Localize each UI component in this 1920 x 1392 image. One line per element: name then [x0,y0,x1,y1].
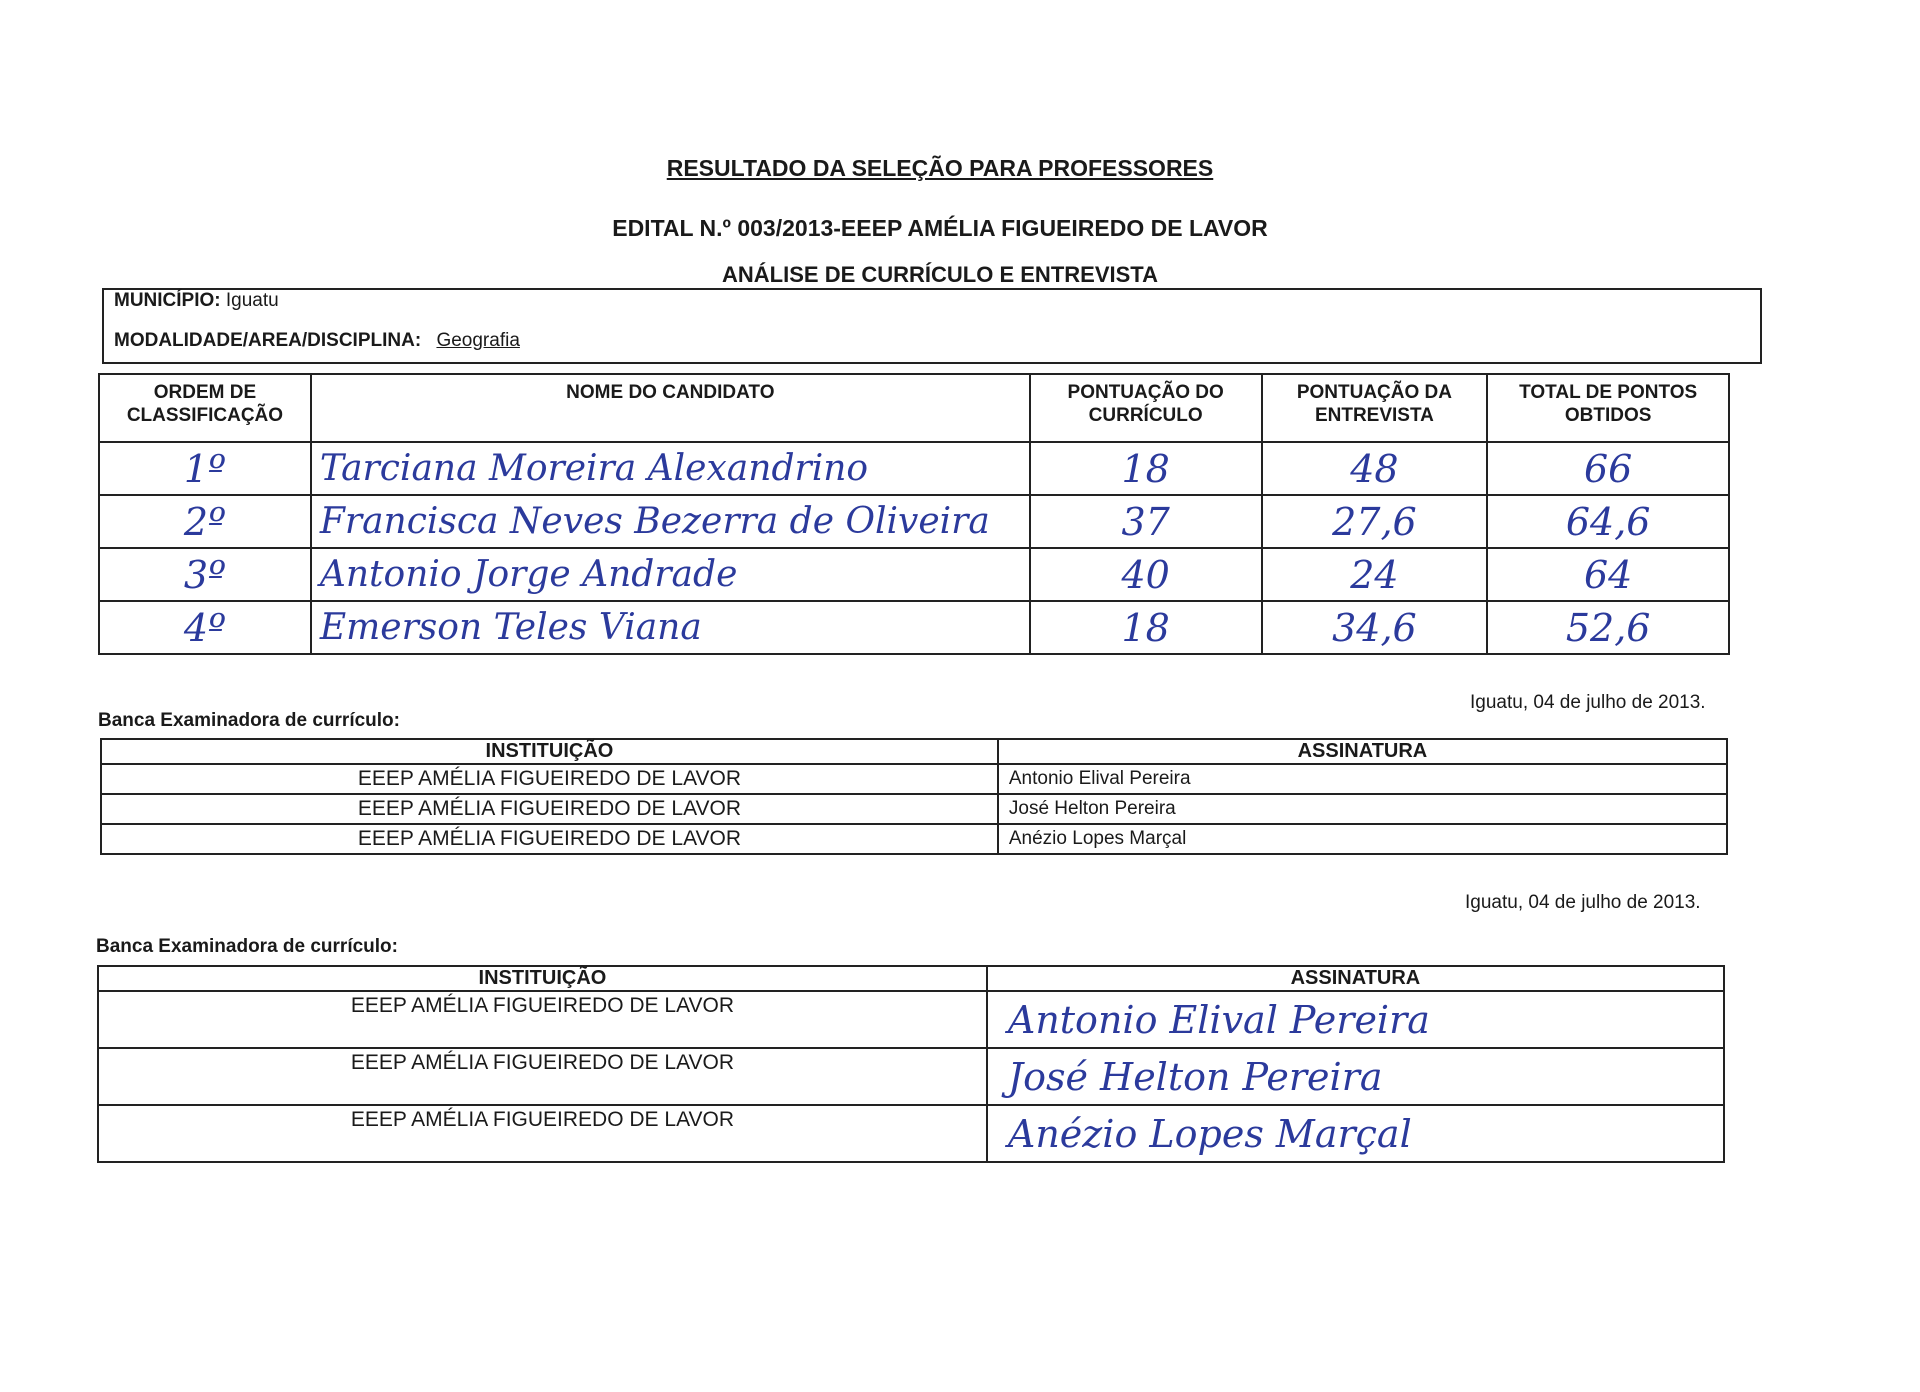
instituicao-cell: EEEP AMÉLIA FIGUEIREDO DE LAVOR [98,991,987,1048]
info-box [102,288,1762,364]
document-title: RESULTADO DA SELEÇÃO PARA PROFESSORES [666,155,1214,181]
instituicao-cell: EEEP AMÉLIA FIGUEIREDO DE LAVOR [101,824,998,854]
col-instituicao: INSTITUIÇÃO [98,966,987,991]
municipio-row [114,290,279,312]
table-row [99,442,1729,495]
banca-label-2: Banca Examinadora de currículo: [96,936,398,957]
table-row [99,601,1729,654]
table-row [101,764,1727,794]
assinatura-cell: José Helton Pereira [998,794,1727,824]
municipio-label: MUNICÍPIO: [114,290,221,311]
instituicao-cell: EEEP AMÉLIA FIGUEIREDO DE LAVOR [98,1105,987,1162]
col-curriculo: PONTUAÇÃO DO CURRÍCULO [1030,374,1262,442]
assinatura-cell: Antonio Elival Pereira [998,764,1727,794]
handwritten-signature: Antonio Elival Pereira [1007,998,1430,1042]
ordem-cell: 4º [183,605,226,650]
handwritten-signature: José Helton Pereira [1007,1055,1383,1099]
table-row [98,1105,1724,1162]
total-cell: 64,6 [1565,499,1651,544]
instituicao-cell: EEEP AMÉLIA FIGUEIREDO DE LAVOR [101,794,998,824]
curriculo-cell: 40 [1121,552,1170,597]
modalidade-row [114,330,520,352]
nome-cell: Tarciana Moreira Alexandrino [319,448,869,489]
curriculo-cell: 18 [1121,605,1170,650]
table-row [99,548,1729,601]
col-assinatura: ASSINATURA [998,739,1727,764]
results-header-row [99,374,1729,442]
banca-table-2 [97,965,1725,1163]
curriculo-cell: 37 [1121,499,1170,544]
table-row [101,824,1727,854]
signature-cell [987,991,1724,1048]
date-line-2: Iguatu, 04 de julho de 2013. [1465,892,1701,913]
banca2-header-row [98,966,1724,991]
instituicao-cell: EEEP AMÉLIA FIGUEIREDO DE LAVOR [98,1048,987,1105]
col-total: TOTAL DE PONTOS OBTIDOS [1487,374,1729,442]
signature-cell [987,1105,1724,1162]
entrevista-cell: 48 [1350,446,1399,491]
ordem-cell: 1º [183,446,226,491]
modalidade-label: MODALIDADE/AREA/DISCIPLINA: [114,330,422,351]
total-cell: 66 [1583,446,1633,491]
entrevista-cell: 34,6 [1332,605,1417,650]
col-ordem: ORDEM DE CLASSIFICAÇÃO [99,374,311,442]
municipio-value: Iguatu [225,290,279,311]
assinatura-cell: Anézio Lopes Marçal [998,824,1727,854]
banca-label-1: Banca Examinadora de currículo: [98,710,400,731]
ordem-cell: 3º [183,552,226,597]
entrevista-cell: 27,6 [1332,499,1417,544]
edital-heading: EDITAL N.º 003/2013-EEEP AMÉLIA FIGUEIREDO DE LAVOR [612,215,1268,241]
table-row [99,495,1729,548]
nome-cell: Francisca Neves Bezerra de Oliveira [319,501,990,542]
instituicao-cell: EEEP AMÉLIA FIGUEIREDO DE LAVOR [101,764,998,794]
signature-cell [987,1048,1724,1105]
modalidade-value: Geografia [436,330,520,351]
total-cell: 52,6 [1565,605,1651,650]
date-line-1: Iguatu, 04 de julho de 2013. [1470,692,1706,713]
results-table [98,373,1730,655]
ordem-cell: 2º [183,499,226,544]
table-row [98,991,1724,1048]
table-row [98,1048,1724,1105]
banca1-header-row [101,739,1727,764]
nome-cell: Antonio Jorge Andrade [319,554,738,595]
col-nome: NOME DO CANDIDATO [311,374,1030,442]
table-row [101,794,1727,824]
document-subtitle: ANÁLISE DE CURRÍCULO E ENTREVISTA [722,262,1158,287]
total-cell: 64 [1583,552,1633,597]
nome-cell: Emerson Teles Viana [319,607,702,648]
col-assinatura: ASSINATURA [987,966,1724,991]
entrevista-cell: 24 [1350,552,1399,597]
col-instituicao: INSTITUIÇÃO [101,739,998,764]
col-entrevista: PONTUAÇÃO DA ENTREVISTA [1262,374,1488,442]
banca-table-1 [100,738,1728,855]
handwritten-signature: Anézio Lopes Marçal [1007,1112,1412,1156]
curriculo-cell: 18 [1121,446,1170,491]
